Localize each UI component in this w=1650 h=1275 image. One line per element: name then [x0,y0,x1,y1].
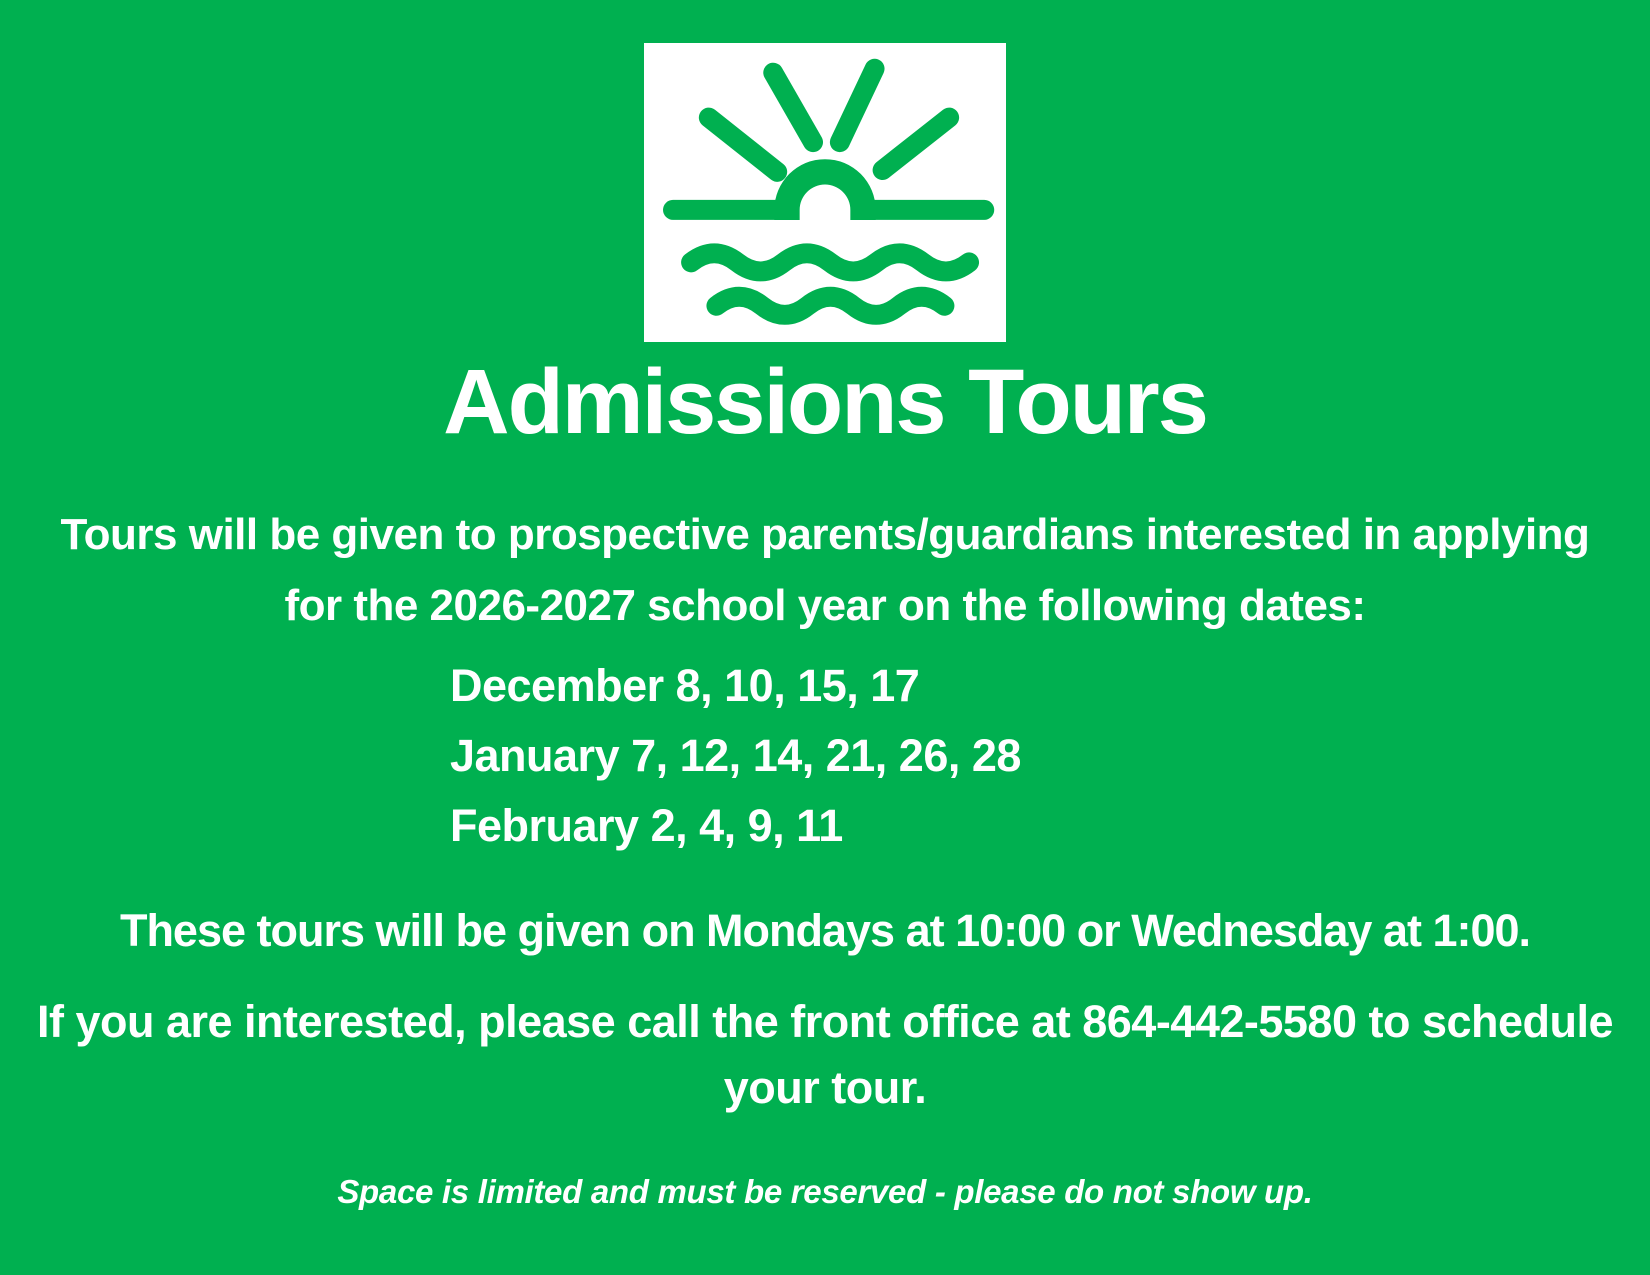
footnote-text: Space is limited and must be reserved - please do not show up. [337,1172,1313,1210]
tour-date-january: January 7, 12, 14, 21, 26, 28 [450,729,1021,781]
tour-dates-list [450,651,1650,861]
tour-date-february: February 2, 4, 9, 11 [450,799,843,851]
school-logo [644,43,1006,342]
water-waves-icon [691,253,969,315]
contact-text: If you are interested, please call the front office at 864-442-5580 to schedule your tour. [36,995,1614,1113]
sunrise-over-water-icon [644,43,1006,342]
tour-date-december: December 8, 10, 15, 17 [450,659,920,711]
intro-text: Tours will be given to prospective parents/guardians interested in applying for the 2026-2027 school year on the following dates: [60,509,1590,630]
schedule-text: These tours will be given on Mondays at 10:00 or Wednesday at 1:00. [119,904,1531,956]
sun-rays-icon [709,69,949,172]
page-title: Admissions Tours [443,351,1207,453]
